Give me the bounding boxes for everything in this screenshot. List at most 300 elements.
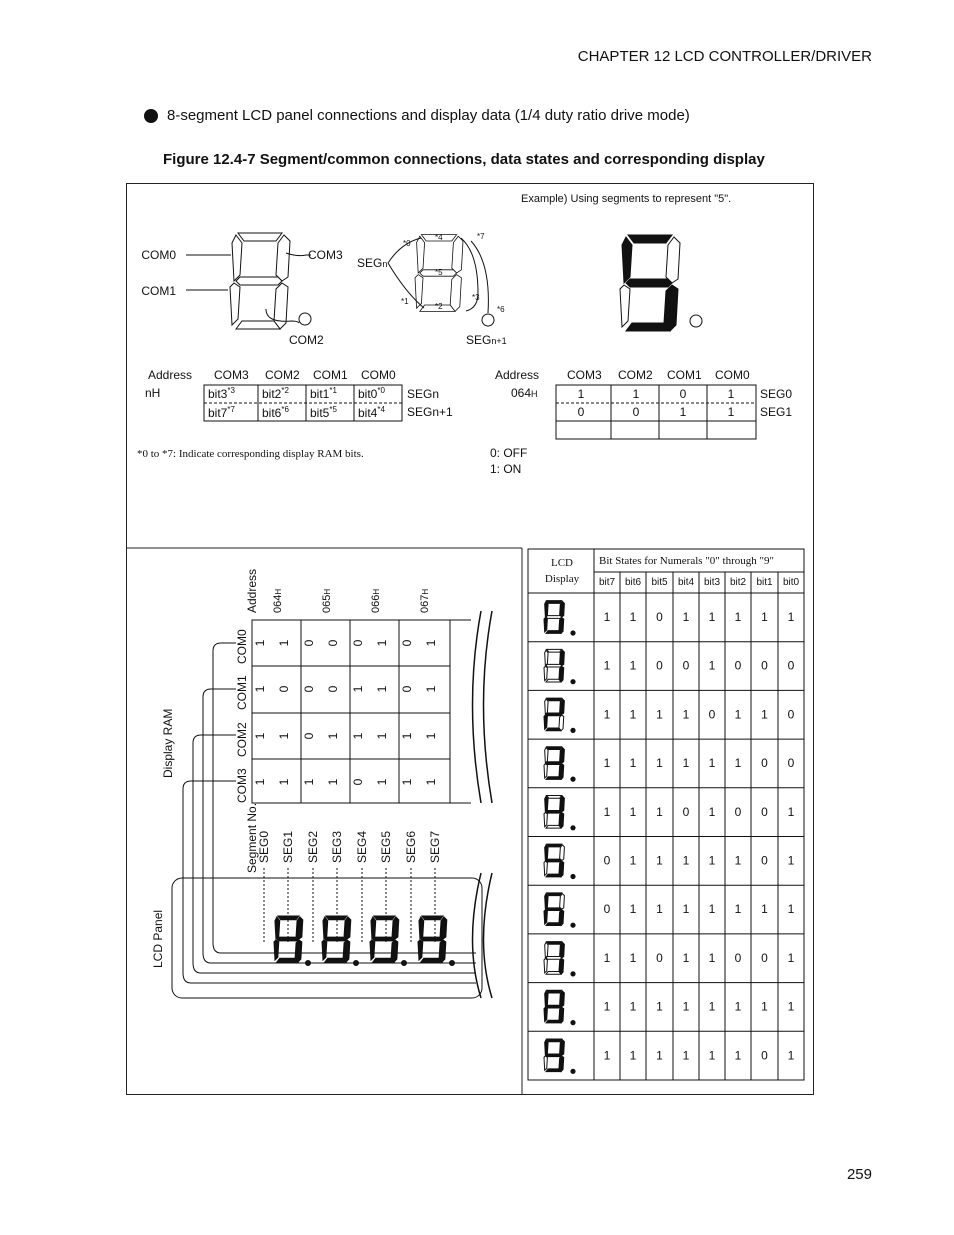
segment-f <box>232 235 242 281</box>
bit-state-cell: 1 <box>682 1048 690 1063</box>
segment-e <box>544 715 547 729</box>
ram-cell: 1 <box>400 732 414 740</box>
bit-state-cell: 0 <box>682 804 690 819</box>
panel-digit-3 <box>418 916 447 962</box>
segment-e <box>322 940 327 960</box>
segment-f <box>622 237 632 283</box>
lcd-header-1: LCD <box>551 557 573 569</box>
col-com2-left: COM2 <box>265 368 300 382</box>
segment-d <box>546 777 561 780</box>
bit-state-cell: 1 <box>708 1048 716 1063</box>
cell-bottom-bit6: bit6$^{*6}$ <box>262 405 289 420</box>
address-header-left: Address <box>148 368 193 382</box>
panel-digit-0 <box>274 916 303 962</box>
segment-label: SEG5 <box>379 830 393 863</box>
bit-state-cell: 1 <box>629 658 637 673</box>
bit-state-cell: 1 <box>708 658 716 673</box>
bit-state-cell: 1 <box>708 756 716 771</box>
segment-e <box>544 959 547 973</box>
legend-off: 0: OFF <box>490 446 528 460</box>
segment-g <box>546 616 562 619</box>
numeral-dp-icon <box>570 1069 575 1074</box>
segment-b <box>344 917 351 939</box>
segment-g <box>626 279 672 287</box>
bit-column-header: bit6 <box>624 577 642 588</box>
address-header-right: Address <box>495 368 540 382</box>
bit-column-header: bit2 <box>729 577 747 588</box>
panel-digit-2 <box>370 916 399 962</box>
row-label-seg0: SEG0 <box>760 387 793 401</box>
figure-title: Figure 12.4-7 Segment/common connections, data states and corresponding display <box>163 151 765 168</box>
label-com2: COM2 <box>289 333 324 347</box>
label-com0: COM0 <box>141 248 176 262</box>
segment-g <box>277 937 299 941</box>
ram-address: 064H <box>272 588 284 613</box>
segn-table <box>137 368 453 460</box>
bit-state-cell: 1 <box>787 1048 795 1063</box>
mark-7: *7 <box>477 232 485 241</box>
bit-state-cell: 1 <box>629 756 637 771</box>
digit-diagram-com <box>141 233 343 347</box>
bit-state-cell: 1 <box>682 853 690 868</box>
bit-state-cell: 1 <box>682 950 690 965</box>
bit-state-cell: 1 <box>682 756 690 771</box>
segment-c <box>450 275 461 312</box>
mark-3: *3 <box>472 293 480 302</box>
lcd-header-2: Display <box>544 573 580 585</box>
segment-g <box>546 957 562 960</box>
segment-a <box>547 844 562 847</box>
ram-address: 065H <box>321 588 333 613</box>
bit-state-cell: 0 <box>656 658 663 673</box>
segment-g <box>325 937 347 941</box>
bit-state-cell: 1 <box>787 902 795 917</box>
bit-state-cell: 1 <box>761 707 768 722</box>
segment-g <box>546 713 562 716</box>
segment-e <box>274 940 279 960</box>
example-caption: Example) Using segments to represent "5". <box>521 193 732 205</box>
segment-d <box>325 958 346 962</box>
bit-state-cell: 1 <box>603 756 611 771</box>
ram-cell: 1 <box>277 639 291 647</box>
bit-state-cell: 1 <box>734 610 742 624</box>
mark-5: *5 <box>435 268 443 277</box>
panel-digit-1 <box>322 916 351 962</box>
bit-state-cell: 1 <box>656 902 663 917</box>
bit-state-cell: 1 <box>734 902 742 917</box>
segment-e <box>544 1056 547 1070</box>
mark-6: *6 <box>497 305 505 314</box>
bit-state-cell: 1 <box>734 999 742 1014</box>
segment-f <box>545 894 548 910</box>
segment-e <box>544 861 547 875</box>
segment-f <box>545 942 548 958</box>
segment-a <box>628 235 672 243</box>
segment-b <box>392 917 399 939</box>
cell-seg0-0: 1 <box>577 387 585 401</box>
segment-a <box>547 698 562 701</box>
segment-e <box>230 283 240 325</box>
numeral-7-display <box>544 942 564 975</box>
bullet-icon <box>144 109 158 123</box>
cell-seg0-1: 1 <box>632 387 640 401</box>
ram-cell: 1 <box>277 732 291 740</box>
bit-state-cell: 1 <box>603 610 611 624</box>
bit-state-cell: 0 <box>761 756 768 771</box>
segment-label: SEG7 <box>428 830 442 863</box>
bit-state-cell: 1 <box>708 804 716 819</box>
bit-state-cell: 1 <box>603 1048 611 1063</box>
segment-f <box>545 845 548 861</box>
ram-cell: 1 <box>253 732 267 740</box>
bit-state-cell: 1 <box>708 610 716 624</box>
numeral-dp-icon <box>570 630 575 635</box>
ram-com-label: COM2 <box>235 722 249 757</box>
numeral-6-display <box>544 893 564 926</box>
cell-bottom-bit5: bit5$^{*5}$ <box>310 405 337 420</box>
bit-state-cell: 1 <box>656 756 663 771</box>
ram-cell: 1 <box>375 639 389 647</box>
segment-b <box>560 845 565 861</box>
outline-digit-com <box>230 233 290 329</box>
segment-d <box>546 825 561 828</box>
page-number: 259 <box>846 1166 872 1183</box>
bit-states-table <box>528 549 804 1080</box>
bit-state-cell: 0 <box>734 804 742 819</box>
segment-f <box>419 917 424 939</box>
ram-cell: 1 <box>253 639 267 647</box>
segment-g <box>373 937 395 941</box>
bit-state-cell: 1 <box>787 804 795 819</box>
ram-com-label: COM0 <box>235 629 249 664</box>
bit-state-cell: 1 <box>682 999 690 1014</box>
ram-cell: 1 <box>424 778 438 786</box>
ram-cell: 0 <box>326 685 340 693</box>
ram-cell: 0 <box>351 639 365 647</box>
numeral-dp-icon <box>570 777 575 782</box>
bit-state-cell: 1 <box>603 950 611 965</box>
mark-1: *1 <box>401 297 409 306</box>
segment-f <box>545 650 548 666</box>
ram-cell: 1 <box>253 685 267 693</box>
segment-e <box>418 940 423 960</box>
bit-state-cell: 0 <box>761 853 768 868</box>
segment-f <box>371 917 376 939</box>
col-com0-left: COM0 <box>361 368 396 382</box>
ram-cell: 0 <box>302 639 316 647</box>
segment-f <box>545 747 548 763</box>
bit-state-cell: 1 <box>708 853 716 868</box>
bit-state-cell: 0 <box>656 950 663 965</box>
digit-five-display <box>620 235 680 331</box>
cell-bottom-bit7: bit7$^{*7}$ <box>208 405 235 420</box>
cell-seg0-2: 0 <box>679 387 687 401</box>
panel-dp-icon <box>305 960 311 966</box>
bit-state-cell: 0 <box>603 902 611 917</box>
segment-g <box>546 908 562 911</box>
segment-b <box>560 699 565 715</box>
segment-a <box>547 990 562 993</box>
bit-state-cell: 0 <box>656 610 663 624</box>
bit-column-header: bit4 <box>677 577 695 588</box>
bit-state-cell: 1 <box>761 999 768 1014</box>
digit-diagram-seg <box>357 232 507 347</box>
segment-f <box>545 601 548 617</box>
ram-cell: 0 <box>302 732 316 740</box>
segment-label: SEG6 <box>404 830 418 863</box>
bit-state-cell: 1 <box>761 610 768 624</box>
segment-c <box>274 283 288 329</box>
segment-b <box>560 991 565 1007</box>
segment-d <box>546 728 561 731</box>
ram-address: 066H <box>370 588 382 613</box>
col-com0-right: COM0 <box>715 368 750 382</box>
numeral-dp-icon <box>570 971 575 976</box>
segment-f <box>545 699 548 715</box>
bit-state-cell: 1 <box>708 999 716 1014</box>
bit-state-cell: 1 <box>603 707 611 722</box>
bit-state-cell: 1 <box>761 902 768 917</box>
segment-a <box>278 916 299 920</box>
segment-e <box>544 618 547 632</box>
bit-note: *0 to *7: Indicate corresponding display RAM bits. <box>137 448 364 460</box>
segment-e <box>620 285 630 327</box>
cell-bottom-bit4: bit4$^{*4}$ <box>358 405 385 420</box>
ram-cell: 1 <box>351 732 365 740</box>
ram-address: 067H <box>419 588 431 613</box>
panel-dp-icon <box>401 960 407 966</box>
row-label-seg1: SEG1 <box>760 405 793 419</box>
ram-cell: 1 <box>326 732 340 740</box>
segment-d <box>546 631 561 634</box>
numeral-9-display <box>544 1039 564 1072</box>
dp-segment-icon <box>299 313 311 325</box>
segment-d <box>277 958 298 962</box>
segment-d <box>546 1069 561 1072</box>
bit-state-cell: 0 <box>787 756 795 771</box>
segment-a <box>422 916 443 920</box>
bit-state-cell: 1 <box>629 950 637 965</box>
segment-d <box>546 923 561 926</box>
segment-a <box>547 649 562 652</box>
bit-state-cell: 1 <box>734 756 742 771</box>
mark-4: *4 <box>435 233 443 242</box>
bit-state-cell: 1 <box>629 707 637 722</box>
ram-cell: 0 <box>400 685 414 693</box>
bit-state-cell: 1 <box>629 853 637 868</box>
bit-state-cell: 1 <box>629 1048 637 1063</box>
ram-cell: 0 <box>277 685 291 693</box>
ram-cell: 1 <box>253 778 267 786</box>
segment-g <box>236 277 282 285</box>
segment-b <box>452 236 463 273</box>
bit-state-cell: 1 <box>656 707 663 722</box>
ram-cell: 1 <box>424 639 438 647</box>
bit-state-cell: 0 <box>761 950 768 965</box>
col-com3-right: COM3 <box>567 368 602 382</box>
bit-state-cell: 1 <box>629 902 637 917</box>
bit-column-header: bit7 <box>598 577 616 588</box>
panel-dp-icon <box>353 960 359 966</box>
segment-b <box>276 235 290 281</box>
bit-state-cell: 1 <box>656 804 663 819</box>
bit-state-cell: 1 <box>656 999 663 1014</box>
numeral-1-display <box>544 649 564 682</box>
segment-b <box>560 601 565 617</box>
segment-b <box>560 796 565 812</box>
segment-g <box>546 1005 562 1008</box>
bit-state-cell: 1 <box>656 1048 663 1063</box>
cell-seg1-1: 0 <box>632 405 640 419</box>
segment-e <box>370 940 375 960</box>
segment-b <box>440 917 447 939</box>
dp-segment-icon-3 <box>690 315 702 327</box>
bit-state-cell: 0 <box>761 804 768 819</box>
segment-e <box>544 764 547 778</box>
segment-d <box>546 1020 561 1023</box>
display-ram-label: Display RAM <box>161 708 175 778</box>
ram-cell: 0 <box>326 639 340 647</box>
ram-cell: 1 <box>424 732 438 740</box>
bit-state-cell: 1 <box>629 610 637 624</box>
segment-a <box>547 942 562 945</box>
segment-d <box>546 679 561 682</box>
segment-label: SEG0 <box>257 830 271 863</box>
segment-label: SEG3 <box>330 830 344 863</box>
segment-g <box>546 1054 562 1057</box>
ram-cell: 1 <box>424 685 438 693</box>
segment-f <box>545 1040 548 1056</box>
address-label-vertical: Address <box>245 568 259 613</box>
label-com1: COM1 <box>141 284 176 298</box>
segment-d <box>546 972 561 975</box>
dp-segment-icon-2 <box>482 314 494 326</box>
segment-f <box>275 917 280 939</box>
ram-com-label: COM1 <box>235 675 249 710</box>
segment-e <box>544 910 547 924</box>
ram-com-label: COM3 <box>235 768 249 803</box>
bit-state-cell: 1 <box>734 1048 742 1063</box>
numeral-8-display <box>544 990 564 1023</box>
bit-state-cell: 1 <box>603 804 611 819</box>
numeral-dp-icon <box>570 825 575 830</box>
ram-cell: 1 <box>375 778 389 786</box>
segment-g <box>546 762 562 765</box>
segment-b <box>666 237 680 283</box>
row-label-segn1: SEGn+1 <box>407 405 453 419</box>
bit-column-header: bit5 <box>651 577 668 588</box>
bit-state-cell: 0 <box>787 707 795 722</box>
segment-d <box>626 323 670 331</box>
bit-state-cell: 1 <box>682 707 690 722</box>
segment-label: SEG4 <box>355 830 369 863</box>
bit-state-cell: 0 <box>761 1048 768 1063</box>
numeral-3-display <box>544 747 564 780</box>
segment-a <box>547 747 562 750</box>
panel-dp-icon <box>449 960 455 966</box>
display-ram-diagram <box>151 569 492 998</box>
numeral-2-display <box>544 698 564 731</box>
bit-state-cell: 1 <box>787 610 795 624</box>
segment-f <box>545 796 548 812</box>
segment-g <box>546 859 562 862</box>
segment-b <box>296 917 303 939</box>
segment-g <box>421 937 443 941</box>
bit-column-header: bit0 <box>782 577 800 588</box>
numeral-5-display <box>544 844 564 877</box>
numeral-0-display <box>544 601 564 634</box>
segment-b <box>560 1040 565 1056</box>
col-com2-right: COM2 <box>618 368 653 382</box>
numeral-dp-icon <box>570 874 575 879</box>
bit-state-cell: 0 <box>603 853 611 868</box>
numeral-dp-icon <box>570 923 575 928</box>
bit-state-cell: 1 <box>656 853 663 868</box>
segment-label: SEG2 <box>306 830 320 863</box>
bit-state-cell: 1 <box>629 999 637 1014</box>
label-com3: COM3 <box>308 248 343 262</box>
cell-top-bit3: bit3$^{*3}$ <box>208 386 235 401</box>
segment-f <box>323 917 328 939</box>
cell-seg1-2: 1 <box>679 405 687 419</box>
segment-b <box>560 747 565 763</box>
ram-cell: 1 <box>326 778 340 786</box>
ram-cell: 1 <box>375 685 389 693</box>
ram-cell: 1 <box>375 732 389 740</box>
ram-cell: 1 <box>277 778 291 786</box>
bit-state-cell: 0 <box>708 707 716 722</box>
legend-on: 1: ON <box>490 462 522 476</box>
segment-d <box>373 958 394 962</box>
numeral-dp-icon <box>570 679 575 684</box>
segment-a <box>547 1039 562 1042</box>
row-label-segn: SEGn <box>407 387 440 401</box>
ram-cell: 1 <box>302 778 316 786</box>
numeral-dp-icon <box>570 1020 575 1025</box>
cell-top-bit2: bit2$^{*2}$ <box>262 386 289 401</box>
segment-a <box>326 916 347 920</box>
bit-state-cell: 1 <box>682 610 690 624</box>
segment-d <box>421 958 442 962</box>
segment-g <box>546 810 562 813</box>
bit-state-cell: 0 <box>761 658 768 673</box>
segment-d <box>236 321 280 329</box>
cell-top-bit0: bit0$^{*0}$ <box>358 386 385 401</box>
bit-state-cell: 1 <box>629 804 637 819</box>
segment-no-label: Segment No. <box>245 802 259 873</box>
lcd-panel-label: LCD Panel <box>151 909 165 968</box>
bit-state-cell: 1 <box>603 999 611 1014</box>
bit-state-cell: 1 <box>603 658 611 673</box>
mark-0: *0 <box>403 239 411 248</box>
cell-seg0-3: 1 <box>727 387 735 401</box>
bit-state-cell: 0 <box>734 658 742 673</box>
cell-seg1-3: 1 <box>727 405 735 419</box>
ram-cell: 0 <box>302 685 316 693</box>
bit-column-header: bit1 <box>756 577 773 588</box>
ram-cell: 1 <box>400 778 414 786</box>
bit-state-cell: 0 <box>682 658 690 673</box>
segment-a <box>547 795 562 798</box>
bit-column-header: bit3 <box>703 577 721 588</box>
example-five <box>490 193 792 476</box>
segment-b <box>560 650 565 666</box>
bit-state-cell: 1 <box>787 950 795 965</box>
section-heading: 8-segment LCD panel connections and display data (1/4 duty ratio drive mode) <box>167 107 690 124</box>
segment-e <box>544 1007 547 1021</box>
bit-state-cell: 0 <box>787 658 795 673</box>
segment-a <box>547 601 562 604</box>
